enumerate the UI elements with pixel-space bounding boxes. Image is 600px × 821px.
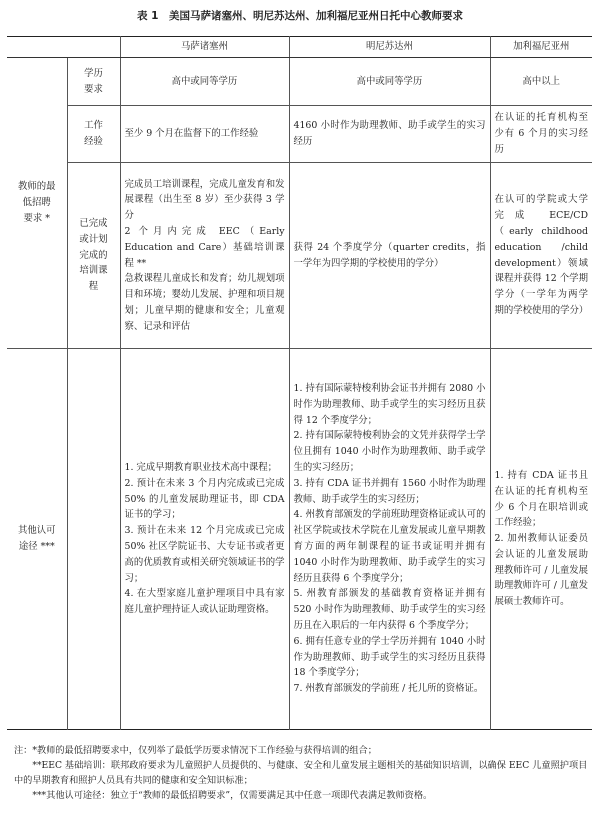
training-row xyxy=(7,163,592,349)
education-minnesota: 高中或同等学历 xyxy=(289,58,490,106)
alternative-california: 1. 持有 CDA 证书且在认证的托育机构至少 6 个月在职培训或工作经验； 2. 加州教师认证委员会认证的儿童发展助理教师许可 / 儿童发展助理教师许可 / 儿童发展硕士教师许可。 xyxy=(490,349,592,730)
header-blank xyxy=(7,37,120,58)
education-california: 高中以上 xyxy=(490,58,592,106)
alternative-massachusetts: 1. 完成早期教育职业技术高中课程； 2. 预计在未来 3 个月内完成或已完成 50% 的儿童发展助理证书，即 CDA 证书的学习； 3. 预计在未来 12 个月完成或已完成 50% 社区学院证书、大专证书或者更高的优质教育或相关研究领域证书的学习； 4. 在大型家庭儿童护理项目中具有家庭儿童护理持证人或认证助理资格。 xyxy=(120,349,289,730)
training-massachusetts: 完成员工培训课程，完成儿童发育和发展课程（出生至 8 岁）至少获得 3 学分 2 个月内完成 EEC（Early Education and Care）基础培训课程 ** 急救课程儿童成长和发育；幼儿规划项目和环境；婴幼儿发展、护理和项目规划；儿童早期的健康和安全；儿童观察、记录和评估 xyxy=(120,163,289,349)
education-label: 学历 要求 xyxy=(67,58,120,106)
experience-label: 工作 经验 xyxy=(67,106,120,163)
alternative-minnesota: 1. 持有国际蒙特梭利协会证书并拥有 2080 小时作为助理教师、助手或学生的实习经历且获得 12 个季度学分； 2. 持有国际蒙特梭利协会的文凭并获得学士学位且拥有 1040 小时作为助理教师、助手或学生的实习经历； 3. 持有 CDA 证书并拥有 1560 小时作为助理教师、助手或学生的实习经历； 4. 州教育部颁发的学前班助理资格证或认可的社区学院或技术学院在儿童发展或儿童早期教育方面的两年制课程的证书或证明并拥有 1040 小时作为助理教师、助手或学生的实习经历且获得 6 个季度学分； 5. 州教育部颁发的基础教育资格证并拥有 520 小时作为助理教师、助手或学生的实习经历且在入职后的一年内获得 6 个季度学分； 6. 拥有任意专业的学士学历并拥有 1040 小时作为助理教师、助手或学生的实习经历且获得 18 个季度学分； 7. 州教育部颁发的学前班 / 托儿所的资格证。 xyxy=(289,349,490,730)
alternative-pathways-spacer xyxy=(67,349,120,730)
footnote-2: **EEC 基础培训：联邦政府要求为儿童照护人员提供的、与健康、安全和儿童发展主题相关的基础知识培训，以确保 EEC 儿童照护项目中的早期教育和照护人员具有共同的健康和安全知识标准； xyxy=(14,760,588,786)
header-california: 加利福尼亚州 xyxy=(490,37,592,58)
alternative-pathways-label: 其他认可 途径 *** xyxy=(17,525,56,552)
experience-row xyxy=(7,106,592,163)
experience-massachusetts: 至少 9 个月在监督下的工作经验 xyxy=(120,106,289,163)
experience-california: 在认证的托育机构至少有 6 个月的实习经历 xyxy=(490,106,592,163)
header-minnesota: 明尼苏达州 xyxy=(289,37,490,58)
training-label: 已完成 或计划 完成的 培训课 程 xyxy=(67,163,120,349)
min-requirements-label: 教师的最 低招聘 要求 * xyxy=(7,58,67,349)
footnotes xyxy=(14,743,589,803)
table-title: 表 1 美国马萨诸塞州、明尼苏达州、加利福尼亚州日托中心教师要求 xyxy=(137,10,463,22)
alternative-pathways-row xyxy=(7,349,592,730)
training-minnesota: 获得 24 个季度学分（quarter credits，指一学年为四学期的学校使用的学分） xyxy=(289,163,490,349)
education-massachusetts: 高中或同等学历 xyxy=(120,58,289,106)
header-row xyxy=(7,37,592,58)
header-massachusetts: 马萨诸塞州 xyxy=(120,37,289,58)
training-california: 在认可的学院或大学完成 ECE/CD（early childhood education /child development）领域课程并获得 12 个学期学分（一学年为两学期的学校使用的学分） xyxy=(490,163,592,349)
education-row xyxy=(7,58,592,106)
footnote-1: 注：*教师的最低招聘要求中，仅列举了最低学历要求情况下工作经验与获得培训的组合； xyxy=(14,745,377,756)
footnote-3: ***其他认可途径：独立于“教师的最低招聘要求”，仅需要满足其中任意一项即代表满足教师资格。 xyxy=(14,790,433,801)
experience-minnesota: 4160 小时作为助理教师、助手或学生的实习经历 xyxy=(289,106,490,163)
requirements-table xyxy=(7,36,592,730)
